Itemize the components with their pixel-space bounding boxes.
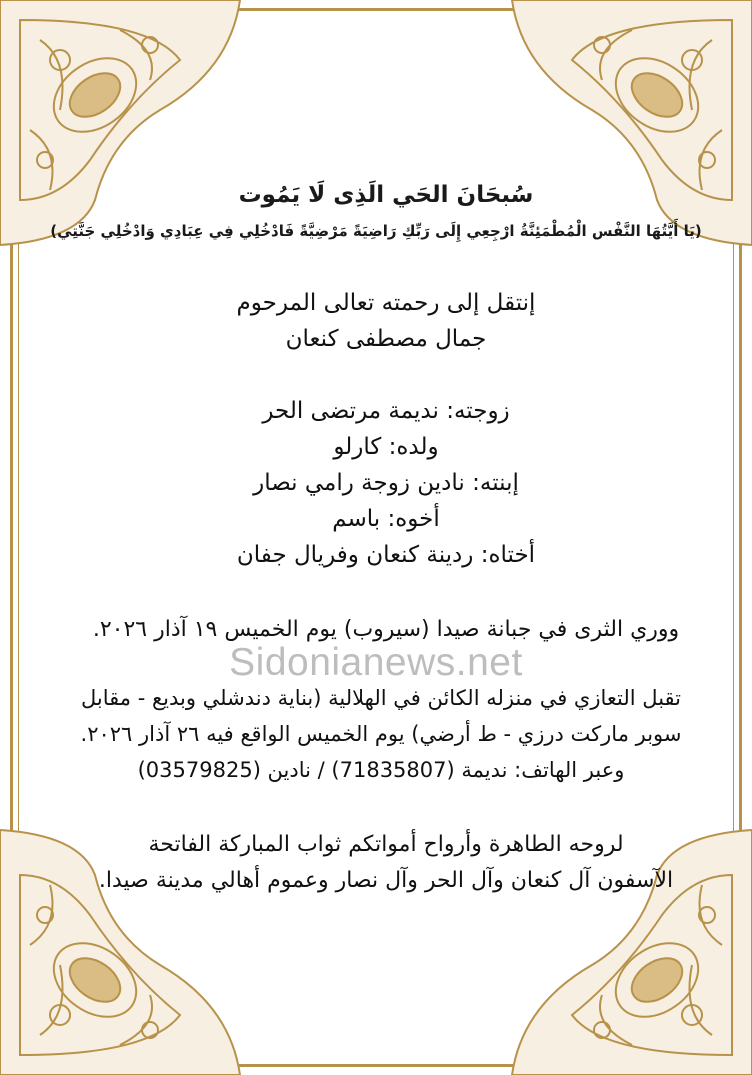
watermark: Sidonianews.net: [229, 641, 523, 684]
announcement-line: إنتقل إلى رحمته تعالى المرحوم: [236, 290, 536, 316]
frame-right-line-outer: [739, 240, 742, 835]
announcement: [60, 285, 712, 357]
heading: سُبحَانَ الحَي الَذِى لَا يَمُوت: [238, 182, 534, 208]
family-item: أختاه: ردينة كنعان وفريال جفان: [236, 542, 536, 568]
family-list: [60, 393, 712, 573]
family-item: ولده: كارلو: [333, 434, 439, 460]
burial-line: ووري الثرى في جبانة صيدا (سيروب) يوم الخميس ١٩ آذار ٢٠٢٦.: [92, 617, 680, 642]
condolences-line: وعبر الهاتف: نديمة (71835807) / نادين (03579825): [137, 758, 625, 782]
frame-right-line-inner: [733, 240, 734, 835]
obituary-text: [50, 0, 712, 1075]
family-item: زوجته: نديمة مرتضى الحر: [262, 398, 510, 424]
deceased-name: جمال مصطفى كنعان: [285, 326, 487, 352]
condolences-notice: [30, 680, 732, 788]
quran-verse: (يَا أَيَّتُهَا النَّفْس الْمُطْمَئِنَّةُ ارْجِعِي إِلَى رَبِّكِ رَاضِيَةً مَرْضِيَّةً فَادْخُلِي فِي عِبَادِي وَادْخُلِي جَنَّتِي): [50, 222, 702, 240]
closing-notice: [60, 827, 712, 899]
burial-notice: [60, 612, 712, 648]
frame-left-line-outer: [10, 240, 13, 835]
condolences-line: سوبر ماركت درزي - ط أرضي) يوم الخميس الواقع فيه ٢٦ آذار ٢٠٢٦.: [80, 722, 682, 746]
family-item: إبنته: نادين زوجة رامي نصار: [253, 470, 519, 496]
condolences-line: تقبل التعازي في منزله الكائن في الهلالية (بناية دندشلي وبديع - مقابل: [81, 686, 681, 710]
closing-line: الآسفون آل كنعان وآل الحر وآل نصار وعموم أهالي مدينة صيدا.: [98, 868, 674, 893]
family-item: أخوه: باسم: [332, 506, 440, 532]
closing-line: لروحه الطاهرة وأرواح أمواتكم ثواب المباركة الفاتحة: [148, 832, 624, 857]
frame-left-line-inner: [18, 240, 19, 835]
